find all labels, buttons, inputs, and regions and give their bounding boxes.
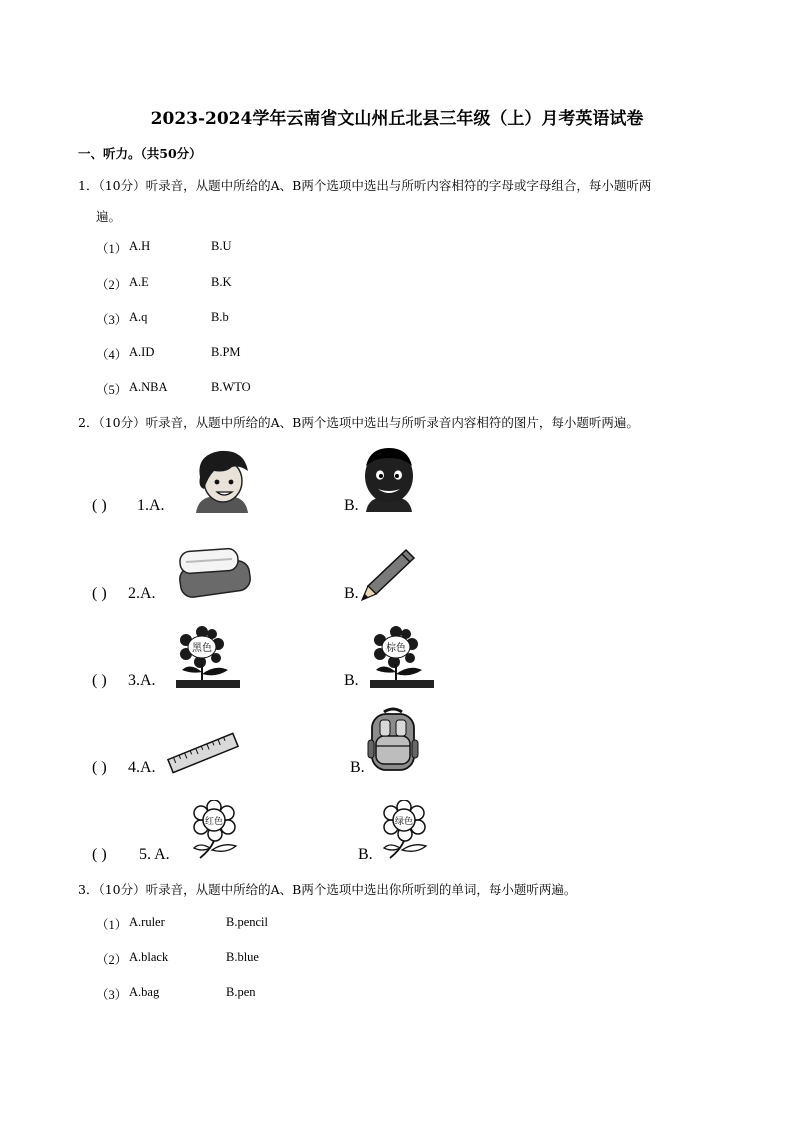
- q3-option-b: B.blue: [226, 950, 259, 964]
- q1-option-a: A.E: [129, 275, 149, 289]
- q1-option-b: B.WTO: [211, 380, 251, 394]
- q3-option-b: B.pencil: [226, 915, 269, 929]
- q2-option-b-label: B.: [344, 585, 359, 602]
- q3-option-a: A.black: [129, 950, 169, 964]
- q3-option-a: A.ruler: [129, 915, 165, 929]
- page-title: 2023-2024学年云南省文山州丘北县三年级（上）月考英语试卷: [150, 109, 644, 129]
- flower-sign-text: 红色: [204, 817, 224, 827]
- q1-item-num: （5）: [96, 383, 128, 397]
- q1-item-num: （1）: [96, 242, 128, 256]
- question-2-text: 2．（10分）听录音，从题中所给的A、B两个选项中选出与所听录音内容相符的图片，每小题听两遍。: [78, 415, 639, 430]
- answer-blank[interactable]: ( ): [92, 585, 107, 602]
- answer-blank[interactable]: ( ): [92, 497, 107, 514]
- q2-row-label: 4.A.: [128, 759, 156, 776]
- q3-option-a: A.bag: [129, 985, 160, 999]
- q2-option-b-label: B.: [344, 672, 359, 689]
- q1-item-num: （4）: [96, 348, 128, 362]
- pencil-case-icon: [176, 544, 254, 602]
- q2-option-b-label: B.: [350, 759, 365, 776]
- flower-green-icon: [380, 800, 432, 860]
- q3-item-num: （1）: [96, 918, 128, 932]
- q2-row-label: 5. A.: [139, 846, 170, 863]
- q1-option-a: A.NBA: [129, 380, 168, 394]
- q2-row-label: 2.A.: [128, 585, 156, 602]
- q2-option-b-label: B.: [358, 846, 373, 863]
- answer-blank[interactable]: ( ): [92, 846, 107, 863]
- flower-sign-black-icon: [176, 626, 240, 688]
- q3-option-b: B.pen: [226, 985, 256, 999]
- question-1-text: 1．（10分）听录音，从题中所给的A、B两个选项中选出与所听内容相符的字母或字母组合，每小题听两: [78, 178, 652, 193]
- flower-sign-brown-icon: [370, 626, 434, 688]
- q1-option-a: A.q: [129, 310, 148, 324]
- q3-item-num: （2）: [96, 953, 128, 967]
- answer-blank[interactable]: ( ): [92, 672, 107, 689]
- flower-sign-text: 绿色: [394, 817, 414, 827]
- q1-option-a: A.H: [129, 239, 151, 253]
- backpack-icon: [364, 706, 422, 774]
- q2-row-label: 3.A.: [128, 672, 156, 689]
- q1-item-num: （2）: [96, 278, 128, 292]
- boy-face-dark-icon: [360, 444, 418, 512]
- question-1-text-cont: 遍。: [96, 209, 122, 224]
- q2-row-label: 1.A.: [137, 497, 165, 514]
- q1-option-b: B.PM: [211, 345, 241, 359]
- flower-sign-text: 棕色: [386, 643, 406, 654]
- boy-face-light-icon: [190, 447, 254, 513]
- q3-item-num: （3）: [96, 988, 128, 1002]
- flower-red-icon: [190, 800, 242, 860]
- q1-option-a: A.ID: [129, 345, 155, 359]
- question-3-text: 3．（10分）听录音，从题中所给的A、B两个选项中选出你所听到的单词，每小题听两遍。: [78, 882, 577, 897]
- q1-item-num: （3）: [96, 313, 128, 327]
- q1-option-b: B.b: [211, 310, 229, 324]
- flower-sign-text: 黑色: [192, 643, 212, 654]
- q1-option-b: B.K: [211, 275, 232, 289]
- ruler-icon: [166, 730, 240, 776]
- q2-option-b-label: B.: [344, 497, 359, 514]
- section-heading: 一、听力。（共50分）: [78, 146, 202, 161]
- q1-option-b: B.U: [211, 239, 232, 253]
- pencil-icon: [360, 546, 418, 602]
- answer-blank[interactable]: ( ): [92, 759, 107, 776]
